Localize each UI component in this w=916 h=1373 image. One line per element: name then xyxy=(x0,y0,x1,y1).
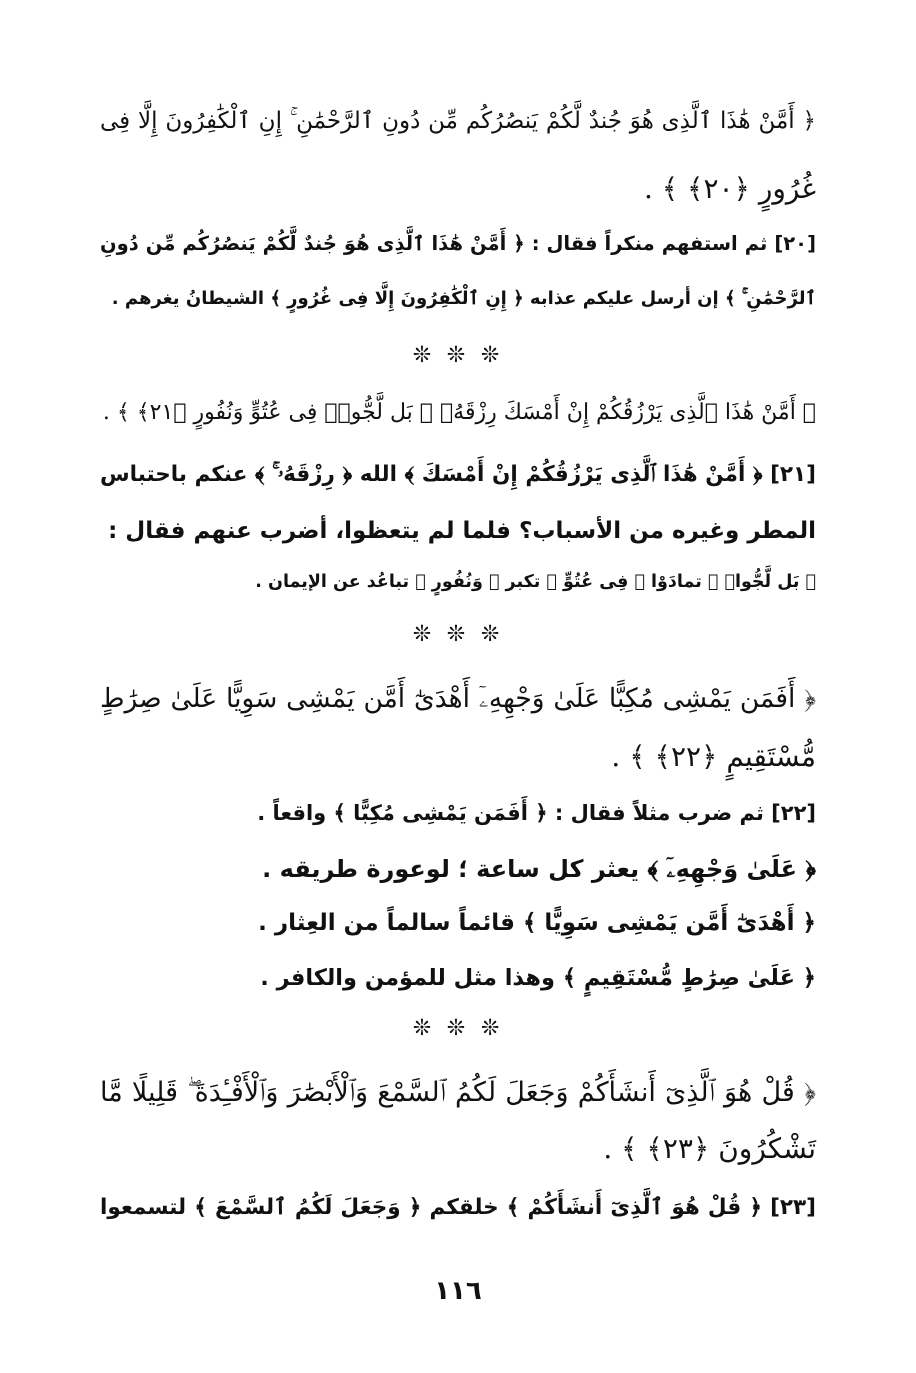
commentary-20-line-1: [٢٠] ثم استفهم منكراً فقال : ﴿ أَمَّنْ هَٰذَا ٱلَّذِى هُوَ جُندٌ لَّكُمْ يَنصُرُكُم مِّن دُونِ xyxy=(100,232,816,255)
verse-22-line-1: ﴿ أَفَمَن يَمْشِى مُكِبًّا عَلَىٰ وَجْهِهِۦٓ أَهْدَىٰٓ أَمَّن يَمْشِى سَوِيًّا عَلَىٰ صِرَٰطٍ xyxy=(100,683,816,714)
verse-20-line-1: ﴿ أَمَّنْ هَٰذَا ٱلَّذِى هُوَ جُندٌ لَّكُمْ يَنصُرُكُم مِّن دُونِ ٱلرَّحْمَٰنِ ۚ إِنِ ٱلْكَٰفِرُونَ إِلَّا فِى xyxy=(100,108,816,134)
commentary-22-line-2: ﴿ عَلَىٰ وَجْهِهِۦٓ ﴾ يعثر كل ساعة ؛ لوعورة طريقه . xyxy=(262,855,816,883)
commentary-21-line-3: ﴿ بَل لَّجُّوا۟ ﴾ تمادَوْا ﴿ فِى عُتُوٍّ ﴾ تكبر ﴿ وَنُفُورٍ ﴾ تباعُد عن الإيمان . xyxy=(255,572,816,592)
commentary-20-line-2: ٱلرَّحْمَٰنِ ۚ ﴾ إن أرسل عليكم عذابه ﴿ إِنِ ٱلْكَٰفِرُونَ إِلَّا فِى غُرُورٍ ﴾ الشيطانُ يغرهم . xyxy=(111,288,816,309)
commentary-23-line-1: [٢٣] ﴿ قُلْ هُوَ ٱلَّذِىٓ أَنشَأَكُمْ ﴾ خلقكم ﴿ وَجَعَلَ لَكُمُ ٱلسَّمْعَ ﴾ لتسمعوا xyxy=(100,1195,816,1220)
section-separator-3: ❊ ❊ ❊ xyxy=(412,1016,504,1041)
commentary-22-line-3: ﴿ أَهْدَىٰٓ أَمَّن يَمْشِى سَوِيًّا ﴾ قائماً سالماً من العِثار . xyxy=(258,910,816,936)
section-separator-1: ❊ ❊ ❊ xyxy=(412,343,504,368)
verse-22-line-2: مُّسْتَقِيمٍ ﴿٢٢﴾ ﴾ . xyxy=(611,740,816,773)
commentary-22-line-4: ﴿ عَلَىٰ صِرَٰطٍ مُّسْتَقِيمٍ ﴾ وهذا مثل للمؤمن والكافر . xyxy=(260,965,816,991)
section-separator-2: ❊ ❊ ❊ xyxy=(412,622,504,647)
commentary-21-line-2: المطر وغيره من الأسباب؟ فلما لم يتعظوا، أضرب عنهم فقال : xyxy=(108,518,816,544)
commentary-21-line-1: [٢١] ﴿ أَمَّنْ هَٰذَا ٱلَّذِى يَرْزُقُكُمْ إِنْ أَمْسَكَ ﴾ الله ﴿ رِزْقَهُۥ ۚ ﴾ عنكم باحتباس xyxy=(100,462,816,487)
verse-20-line-2: غُرُورٍ ﴿٢٠﴾ ﴾ . xyxy=(643,172,816,205)
verse-21-line-1: ﴿ أَمَّنْ هَٰذَا ٱلَّذِى يَرْزُقُكُمْ إِنْ أَمْسَكَ رِزْقَهُۥ ۚ بَل لَّجُّوا۟ فِى عُتُوٍّ وَنُفُورٍ ﴿٢١﴾ ﴾ . xyxy=(102,400,816,425)
commentary-22-line-1: [٢٢] ثم ضرب مثلاً فقال : ﴿ أَفَمَن يَمْشِى مُكِبًّا ﴾ واقعاً . xyxy=(257,801,816,825)
verse-23-line-2: تَشْكُرُونَ ﴿٢٣﴾ ﴾ . xyxy=(603,1132,816,1165)
page-number: ١١٦ xyxy=(434,1276,482,1306)
verse-23-line-1: ﴿ قُلْ هُوَ ٱلَّذِىٓ أَنشَأَكُمْ وَجَعَلَ لَكُمُ ٱلسَّمْعَ وَٱلْأَبْصَٰرَ وَٱلْأَفْـِٔدَةَ ۖ قَلِيلًا مَّا xyxy=(100,1077,816,1108)
